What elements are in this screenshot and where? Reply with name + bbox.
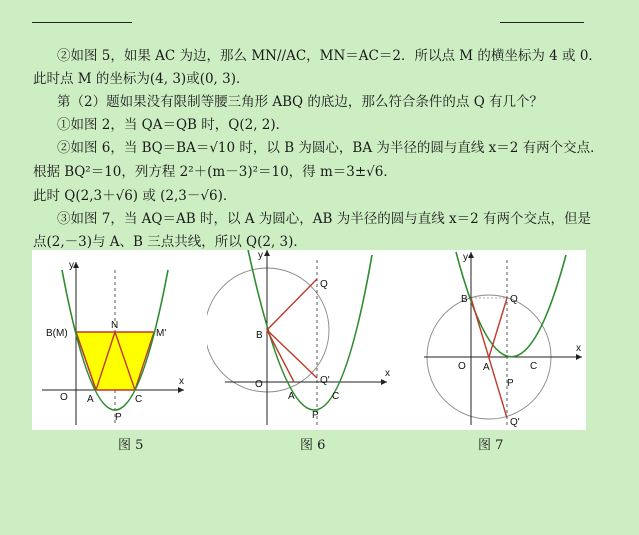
fig6-label-x: x xyxy=(385,368,390,379)
fig5-parallelogram xyxy=(76,332,154,390)
fig6-segment-ba xyxy=(267,330,294,382)
fig7-label-x: x xyxy=(576,343,581,354)
fig6-segment-bq-prime xyxy=(267,330,317,378)
fig5-label-m-prime: M' xyxy=(156,328,167,339)
fig6-label-q-prime: Q' xyxy=(320,375,330,386)
fig6-y-arrow xyxy=(264,250,270,256)
paragraph-5: ②如图 6，当 BQ＝BA＝√10 时，以 B 为圆心，BA 为半径的圆与直线 x＝2 有两个交点． xyxy=(57,140,604,156)
fig5-label-bm: B(M) xyxy=(46,328,68,339)
figure-5 xyxy=(32,250,207,430)
fig6-parabola xyxy=(247,250,372,410)
fig7-label-o: O xyxy=(458,361,466,372)
fig6-label-a: A xyxy=(288,391,295,402)
fig7-segment-aq xyxy=(489,298,507,357)
fig7-label-a: A xyxy=(483,362,490,373)
fig6-label-b: B xyxy=(256,330,263,341)
figure-5-caption: 图 5 xyxy=(118,438,144,453)
paragraph-1: ②如图 5，如果 AC 为边，那么 MN//AC，MN＝AC＝2．所以点 M 的横坐标为 4 或 0． xyxy=(57,48,602,64)
header-rule-left xyxy=(32,22,132,23)
fig5-label-a: A xyxy=(87,394,94,405)
paragraph-8: ③如图 7，当 AQ＝AB 时，以 A 为圆心，AB 为半径的圆与直线 x＝2 有两个交点，但是 xyxy=(57,211,592,227)
figures-panel xyxy=(32,250,586,430)
fig6-label-p: P xyxy=(312,410,319,421)
fig7-label-y: y xyxy=(463,252,468,263)
fig7-label-q: Q xyxy=(510,294,518,305)
fig7-y-arrow xyxy=(468,252,474,258)
fig7-label-q-prime: Q' xyxy=(510,417,520,428)
paragraph-4: ①如图 2，当 QA＝QB 时，Q(2, 2)． xyxy=(57,117,290,133)
figure-7-caption: 图 7 xyxy=(478,438,504,453)
header-rule-right xyxy=(500,22,584,23)
fig7-label-b: B xyxy=(461,294,468,305)
figure-6 xyxy=(207,250,407,430)
fig6-label-c: C xyxy=(332,391,340,402)
fig6-label-o: O xyxy=(255,379,263,390)
fig6-label-q: Q xyxy=(320,279,328,290)
fig7-label-p: P xyxy=(507,378,514,389)
paragraph-3: 第（2）题如果没有限制等腰三角形 ABQ 的底边，那么符合条件的点 Q 有几个？ xyxy=(57,94,544,110)
paragraph-7: 此时 Q(2,3＋√6) 或 (2,3－√6)． xyxy=(33,188,237,204)
fig6-label-y: y xyxy=(258,250,263,261)
figure-7 xyxy=(406,250,586,430)
fig6-segment-bq xyxy=(267,279,317,330)
paragraph-9: 点(2,－3)与 A、B 三点共线，所以 Q(2, 3)． xyxy=(33,234,307,250)
fig5-label-y: y xyxy=(69,260,74,271)
fig5-label-x: x xyxy=(179,376,184,387)
fig5-label-n: N xyxy=(111,320,119,331)
paragraph-2: 此时点 M 的坐标为(4, 3)或(0, 3)． xyxy=(33,71,250,87)
fig5-label-o: O xyxy=(60,392,68,403)
figure-6-caption: 图 6 xyxy=(300,438,326,453)
paragraph-6: 根据 BQ²＝10，列方程 2²＋(m－3)²＝10，得 m＝3±√6． xyxy=(33,164,397,180)
fig6-x-arrow xyxy=(381,379,387,385)
fig5-x-arrow xyxy=(178,387,184,393)
fig5-label-p: P xyxy=(115,412,122,423)
fig7-x-arrow xyxy=(576,354,582,360)
fig5-label-c: C xyxy=(135,394,143,405)
fig7-label-c: C xyxy=(530,361,538,372)
